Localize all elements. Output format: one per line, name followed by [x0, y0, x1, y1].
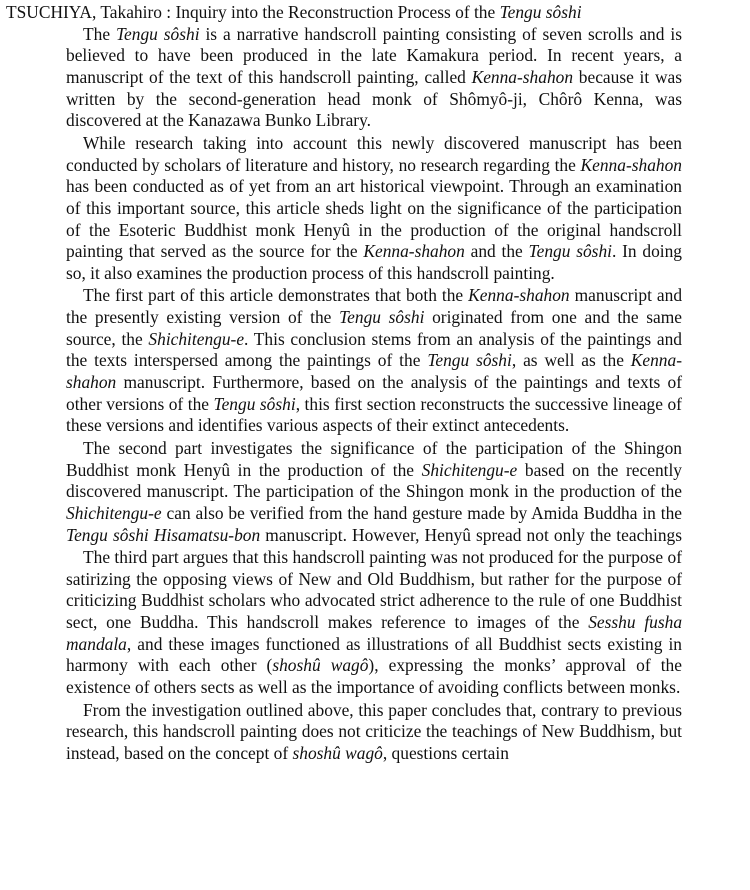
text-segment: manuscript. Furthermore, based on the analysis of the paintings and texts of other versions of the — [66, 372, 682, 414]
article-title — [175, 2, 581, 22]
italic-term: Tengu sôshi — [115, 23, 200, 44]
text-segment: , this first section reconstructs the successive lineage of these versions and identifies various aspects of their extinct antecedents. — [66, 393, 682, 436]
text-segment: The third part argues that this handscroll painting was not produced for the purpose of satirizing the opposing views of New and Old Buddhism, but rather for the purpose of criticizing Buddhist scholars who advocated strict adherence to the rule of one Buddhist sect, one Buddha. This handscroll makes reference to images of the — [66, 547, 682, 633]
italic-term: Tengu sôshi Hisamatsu-bon — [66, 524, 261, 545]
abstract-body — [66, 24, 682, 765]
italic-term: Sesshu fusha mandala — [66, 612, 683, 654]
abstract-paragraph — [66, 700, 682, 765]
italic-term: Kenna-shahon — [580, 154, 682, 175]
text-segment: The second part investigates the significance of the participation of the Shingon Buddhist monk Henyû in the production of the — [66, 438, 682, 480]
text-segment: is a narrative handscroll painting consisting of seven scrolls and is believed to have been produced in the late Kamakura period. In recent years, a manuscript of the text of this handscroll painting, called — [66, 23, 682, 87]
text-segment: because it was written by the second-generation head monk of Shômyô-ji, Chôrô Kenna, was discovered at the Kanazawa Bunko Library. — [66, 66, 682, 131]
text-segment: manuscript. However, Henyû spread not only the teachings — [265, 524, 682, 545]
italic-term: Tengu sôshi — [213, 393, 296, 414]
text-segment: manuscript and the presently existing version of the — [66, 285, 683, 328]
text-segment: From the investigation outlined above, this paper concludes that, contrary to previous research, this handscroll painting does not criticize the teachings of New Buddhism, but instead, based on the concept of — [66, 699, 682, 763]
text-segment: . This conclusion stems from an analysis of the paintings and the texts interspersed among the paintings of the — [66, 328, 682, 371]
abstract-paragraph — [66, 285, 682, 437]
italic-term: Shichitengu-e — [148, 328, 245, 349]
abstract-paragraph — [66, 547, 682, 699]
text-segment: has been conducted as of yet from an art historical viewpoint. Through an examination of this important source, this article sheds light on the significance of the participation of the Esoteric Buddhist monk Henyû in the production of the original handscroll painting that served as the source for the — [66, 176, 682, 262]
italic-term: Tengu sôshi — [427, 350, 512, 371]
italic-term: Kenna-shahon — [471, 66, 574, 87]
text-segment: , questions certain — [382, 742, 509, 763]
text-segment: originated from one and the same source, the — [66, 307, 682, 349]
text-segment: can also be verified from the hand gesture made by Amida Buddha in the — [161, 503, 682, 524]
heading-separator: : — [161, 2, 176, 22]
italic-term: Kenna-shahon — [66, 350, 682, 393]
abstract-paragraph — [66, 438, 682, 546]
italic-term: shoshû wagô — [272, 655, 369, 676]
text-segment: . In doing so, it also examines the production process of this handscroll painting. — [66, 241, 682, 283]
text-segment: ), expressing the monks’ approval of the existence of others sects as well as the importance of avoiding conflicts between monks. — [66, 655, 682, 697]
italic-term: Kenna-shahon — [468, 285, 570, 306]
italic-term: shoshû wagô — [292, 742, 383, 763]
text-segment: and the — [464, 241, 529, 262]
abstract-paragraph — [66, 133, 682, 285]
text-segment: While research taking into account this newly discovered manuscript has been conducted by scholars of literature and history, no research regarding the — [66, 132, 682, 175]
abstract-paragraph — [66, 24, 682, 132]
abstract-heading — [6, 2, 746, 24]
italic-term: Shichitengu-e — [421, 459, 518, 480]
author-name: TSUCHIYA, Takahiro — [6, 2, 162, 22]
italic-term: Kenna-shahon — [363, 241, 465, 262]
text-segment: , as well as the — [511, 350, 631, 371]
article-title-prefix: Inquiry into the Reconstruction Process of the — [175, 2, 500, 22]
text-segment: based on the recently discovered manuscript. The participation of the Shingon monk in the production of the — [66, 459, 682, 502]
italic-term: Tengu sôshi — [339, 307, 425, 328]
italic-term: Shichitengu-e — [66, 503, 162, 524]
text-segment: , and these images functioned as illustrations of all Buddhist sects existing in harmony with each other ( — [66, 633, 682, 676]
italic-term: Tengu sôshi — [528, 241, 612, 262]
article-title-italic: Tengu sôshi — [499, 2, 582, 22]
text-segment: The — [83, 23, 116, 44]
text-segment: The first part of this article demonstrates that both the — [83, 285, 469, 306]
